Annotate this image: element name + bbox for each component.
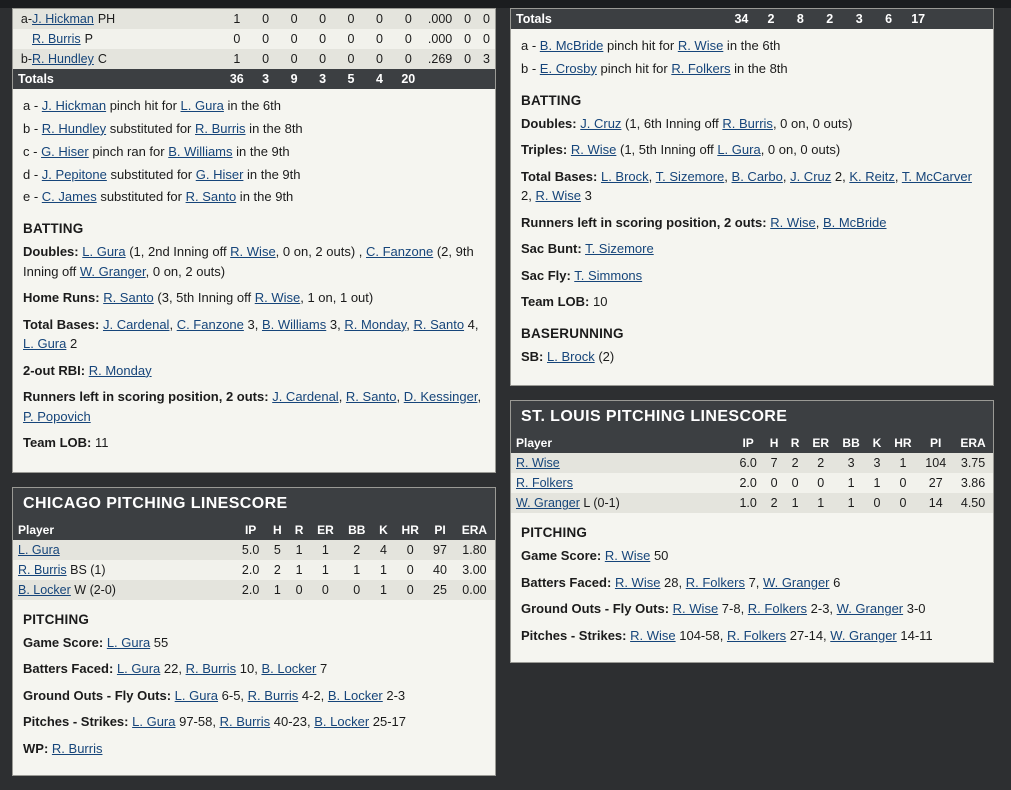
col-r: R: [288, 520, 310, 540]
player-link[interactable]: J. Hickman: [32, 12, 94, 26]
pitching-batters-faced-value: R. Wise 28, R. Folkers 7, W. Granger 6: [614, 574, 841, 590]
hr-cell: 0: [888, 493, 919, 513]
era-cell: 4.50: [953, 493, 993, 513]
bb-cell: 1: [341, 560, 373, 580]
r-cell: 0: [785, 473, 806, 493]
h-cell: 7: [764, 453, 785, 473]
batting-sac-fly-label: Sac Fly:: [521, 267, 571, 283]
note-a: a - J. Hickman pinch hit for L. Gura in the 6th: [23, 98, 281, 113]
table-row[interactable]: [13, 49, 495, 69]
player-cell: [511, 493, 733, 513]
batting-total-bases: [23, 315, 485, 354]
pitching-game-score: [23, 633, 485, 653]
h-cell: 1: [267, 580, 289, 600]
note-b: b - E. Crosby pinch hit for R. Folkers in the 8th: [521, 60, 788, 76]
totals-h: 9: [280, 69, 308, 89]
totals-pad2: [457, 69, 478, 89]
chicago-batting-body: [13, 9, 495, 89]
totals-rbi: 3: [308, 69, 336, 89]
batting-triples: [521, 140, 983, 160]
ip-cell: 6.0: [733, 453, 764, 473]
player-cell: [13, 560, 235, 580]
col-er: ER: [310, 520, 341, 540]
batting-risp-2outs: [23, 387, 485, 426]
col-bb: BB: [341, 520, 373, 540]
totals-pad1: [933, 9, 962, 29]
totals-r: 3: [251, 69, 279, 89]
totals-k: 4: [365, 69, 393, 89]
batting-risp-2outs-value: J. Cardenal, R. Santo, D. Kessinger, P. Popovich: [23, 389, 482, 424]
batting-doubles-value: L. Gura (1, 2nd Inning off R. Wise, 0 on, 2 outs) , C. Fanzone (2, 9th Inning off W. Granger, 0 on, 2 outs): [23, 244, 474, 279]
row-tag: a-: [20, 12, 32, 26]
avg-cell: .000: [423, 29, 457, 49]
table-row[interactable]: [13, 560, 495, 580]
er-cell: 0: [806, 473, 836, 493]
h-cell: 2: [267, 560, 289, 580]
table-header-row: [13, 520, 495, 540]
chicago-pitching-panel: [12, 487, 496, 777]
pitching-pitches-strikes: [521, 626, 983, 646]
batting-doubles: [521, 114, 983, 134]
pi-cell: 27: [918, 473, 953, 493]
pitching-batters-faced-label: Batters Faced:: [521, 574, 612, 590]
batting-risp-2outs-label: Runners left in scoring position, 2 outs:: [23, 389, 269, 405]
chicago-pitching-body: [13, 540, 495, 600]
player-link[interactable]: W. Granger: [516, 496, 580, 511]
pi-cell: 97: [426, 540, 454, 560]
player-link[interactable]: R. Wise: [516, 456, 560, 471]
h-cell: 0: [280, 29, 308, 49]
note-c: c - G. Hiser pinch ran for B. Williams in the 9th: [23, 143, 290, 159]
pitching-section-title: PITCHING: [521, 525, 588, 541]
hr-cell: 1: [888, 453, 919, 473]
row-tag: b-: [20, 52, 32, 66]
baserunning-sb: [521, 347, 983, 367]
player-cell: [13, 9, 222, 29]
rbi-cell: 0: [308, 29, 336, 49]
col-era: ERA: [454, 520, 495, 540]
ip-cell: 1.0: [733, 493, 764, 513]
pitching-batters-faced-label: Batters Faced:: [23, 661, 114, 677]
table-row[interactable]: [511, 473, 993, 493]
batting-home-runs: [23, 288, 485, 308]
note-a: a - B. McBride pinch hit for R. Wise in the 6th: [521, 38, 781, 53]
baserunning-sb-label: SB:: [521, 348, 544, 364]
rbi-cell: 0: [308, 49, 336, 69]
batting-triples-label: Triples:: [521, 142, 568, 158]
avg-cell: .269: [423, 49, 457, 69]
batting-home-runs-label: Home Runs:: [23, 290, 100, 306]
batting-team-lob-label: Team LOB:: [23, 435, 92, 451]
h-cell: 2: [764, 493, 785, 513]
player-link[interactable]: R. Burris: [32, 32, 81, 46]
player-link[interactable]: R. Folkers: [516, 476, 573, 491]
k-cell: 4: [373, 540, 395, 560]
er-cell: 0: [310, 580, 341, 600]
pitching-section-title: PITCHING: [23, 611, 90, 627]
totals-pad3: [478, 69, 495, 89]
totals-ab: 36: [222, 69, 251, 89]
batting-total-bases-value: L. Brock, T. Sizemore, B. Carbo, J. Cruz 2, K. Reitz, T. McCarver 2, R. Wise 3: [521, 168, 972, 204]
h-cell: 0: [764, 473, 785, 493]
chicago-batting-panel: [12, 8, 496, 473]
ip-cell: 2.0: [733, 473, 764, 493]
ab-cell: 1: [222, 49, 251, 69]
era-cell: 1.80: [454, 540, 495, 560]
batting-team-lob: [23, 433, 485, 453]
pitching-ground-fly-value: L. Gura 6-5, R. Burris 4-2, B. Locker 2-3: [174, 687, 406, 703]
pitching-wp-label: WP:: [23, 740, 49, 756]
chicago-pitching-head: [13, 520, 495, 540]
bb-cell: 0: [341, 580, 373, 600]
ip-cell: 2.0: [235, 560, 267, 580]
r-cell: 1: [288, 560, 310, 580]
ip-cell: 5.0: [235, 540, 267, 560]
table-row[interactable]: [13, 29, 495, 49]
pitching-game-score-value: R. Wise 50: [604, 548, 669, 564]
right-column: [510, 8, 994, 677]
pitching-batters-faced: [521, 573, 983, 593]
batting-doubles-value: J. Cruz (1, 6th Inning off R. Burris, 0 on, 0 outs): [580, 115, 853, 131]
stlouis-pitching-title: ST. LOUIS PITCHING LINESCORE: [511, 401, 993, 433]
bb-cell: 1: [836, 473, 867, 493]
lob-cell: 0: [394, 29, 423, 49]
r-cell: 0: [251, 9, 279, 29]
bb-cell: 2: [341, 540, 373, 560]
batting-risp-2outs-value: R. Wise, B. McBride: [770, 214, 887, 230]
col-ip: IP: [235, 520, 267, 540]
er-cell: 1: [310, 560, 341, 580]
r-cell: 1: [785, 493, 806, 513]
pitching-ground-fly-label: Ground Outs - Fly Outs:: [23, 687, 172, 703]
k-cell: 1: [867, 473, 888, 493]
totals-pad1: [423, 69, 457, 89]
batting-section-title: BATTING: [521, 92, 582, 108]
extra2-cell: 0: [478, 29, 495, 49]
r-cell: 0: [288, 580, 310, 600]
table-row[interactable]: [13, 9, 495, 29]
table-row[interactable]: [13, 580, 495, 600]
table-row[interactable]: [13, 540, 495, 560]
k-cell: 0: [365, 49, 393, 69]
decision: BS (1): [70, 562, 106, 577]
pi-cell: 25: [426, 580, 454, 600]
stlouis-batting-panel: [510, 8, 994, 386]
batting-two-out-rbi: [23, 361, 485, 381]
top-bar: [0, 0, 1011, 8]
player-position: P: [84, 32, 93, 46]
col-pi: PI: [918, 433, 953, 453]
stlouis-pitching-panel: [510, 400, 994, 663]
k-cell: 0: [365, 9, 393, 29]
col-ip: IP: [733, 433, 764, 453]
col-er: ER: [806, 433, 836, 453]
batting-section-title: BATTING: [23, 221, 84, 237]
batting-risp-2outs-label: Runners left in scoring position, 2 outs:: [521, 214, 767, 230]
totals-rbi: 2: [815, 9, 844, 29]
pitching-game-score-value: L. Gura 55: [106, 634, 169, 650]
stlouis-pitching-notes: [511, 513, 993, 662]
pi-cell: 104: [918, 453, 953, 473]
left-column: [12, 8, 496, 790]
era-cell: 3.75: [953, 453, 993, 473]
batting-team-lob: [521, 292, 983, 312]
note-b: b - R. Hundley substituted for R. Burris in the 8th: [23, 120, 303, 136]
table-row[interactable]: [511, 453, 993, 473]
totals-row: [511, 9, 993, 29]
h-cell: 0: [280, 49, 308, 69]
pi-cell: 40: [426, 560, 454, 580]
h-cell: 5: [267, 540, 289, 560]
batting-sac-fly: [521, 266, 983, 286]
totals-row: [13, 69, 495, 89]
batting-two-out-rbi-value: R. Monday: [88, 362, 152, 378]
pitching-game-score: [521, 546, 983, 566]
hr-cell: 0: [394, 560, 426, 580]
pitching-wp-value: R. Burris: [51, 740, 103, 756]
pitching-batters-faced-value: L. Gura 22, R. Burris 10, B. Locker 7: [116, 661, 328, 677]
er-cell: 1: [806, 493, 836, 513]
bb-cell: 0: [337, 29, 365, 49]
col-h: H: [267, 520, 289, 540]
pi-cell: 14: [918, 493, 953, 513]
bb-cell: 1: [836, 493, 867, 513]
totals-pad2: [962, 9, 983, 29]
pitching-ground-fly-value: R. Wise 7-8, R. Folkers 2-3, W. Granger 3-0: [672, 601, 926, 617]
player-cell: [13, 540, 235, 560]
col-hr: HR: [394, 520, 426, 540]
chicago-pitching-title: CHICAGO PITCHING LINESCORE: [13, 488, 495, 520]
extra2-cell: 3: [478, 49, 495, 69]
player-cell: [13, 580, 235, 600]
player-cell: [511, 453, 733, 473]
player-position: C: [97, 52, 107, 66]
stlouis-pitching-table: [511, 433, 993, 513]
hr-cell: 0: [394, 580, 426, 600]
batting-team-lob-value: 10: [593, 294, 608, 310]
batting-doubles: [23, 242, 485, 281]
totals-bb: 5: [337, 69, 365, 89]
rbi-cell: 0: [308, 9, 336, 29]
batting-sac-bunt: [521, 239, 983, 259]
pitching-pitches-strikes: [23, 712, 485, 732]
extra1-cell: 0: [457, 29, 478, 49]
avg-cell: .000: [423, 9, 457, 29]
pitching-wp: [23, 739, 485, 759]
extra1-cell: 0: [457, 49, 478, 69]
batting-home-runs-value: R. Santo (3, 5th Inning off R. Wise, 1 on, 1 out): [103, 290, 374, 306]
player-link[interactable]: R. Burris: [18, 562, 67, 577]
col-era: ERA: [953, 433, 993, 453]
pitching-pitches-strikes-label: Pitches - Strikes:: [23, 714, 129, 730]
pitching-pitches-strikes-value: L. Gura 97-58, R. Burris 40-23, B. Locker 25-17: [132, 714, 407, 730]
batting-team-lob-label: Team LOB:: [521, 294, 590, 310]
batting-sac-fly-value: T. Simmons: [574, 267, 643, 283]
bb-cell: 0: [337, 9, 365, 29]
r-cell: 0: [251, 49, 279, 69]
totals-k: 6: [874, 9, 903, 29]
baserunning-section-title: BASERUNNING: [521, 325, 624, 341]
batting-total-bases-label: Total Bases:: [23, 316, 100, 332]
totals-lob: 20: [394, 69, 423, 89]
player-cell: [13, 49, 222, 69]
pitching-ground-fly: [23, 686, 485, 706]
pitching-game-score-label: Game Score:: [521, 548, 602, 564]
batting-team-lob-value: 11: [95, 435, 109, 451]
stlouis-pitching-body: [511, 453, 993, 513]
player-position: PH: [97, 12, 116, 26]
era-cell: 3.00: [454, 560, 495, 580]
hr-cell: 0: [888, 473, 919, 493]
extra2-cell: 0: [478, 9, 495, 29]
note-e: e - C. James substituted for R. Santo in the 9th: [23, 189, 294, 205]
pitching-ground-fly-label: Ground Outs - Fly Outs:: [521, 601, 670, 617]
stlouis-batting-body: [511, 9, 993, 29]
col-player: Player: [13, 520, 235, 540]
ab-cell: 1: [222, 9, 251, 29]
player-link[interactable]: L. Gura: [18, 542, 60, 557]
r-cell: 1: [288, 540, 310, 560]
chicago-pitching-table: [13, 520, 495, 600]
player-link[interactable]: R. Hundley: [32, 52, 94, 66]
batting-doubles-label: Doubles:: [521, 115, 577, 131]
batting-sac-bunt-value: T. Sizemore: [585, 241, 654, 257]
batting-doubles-label: Doubles:: [23, 244, 79, 260]
h-cell: 0: [280, 9, 308, 29]
note-d: d - J. Pepitone substituted for G. Hiser in the 9th: [23, 166, 301, 182]
lob-cell: 0: [394, 49, 423, 69]
col-r: R: [785, 433, 806, 453]
batting-total-bases: [521, 167, 983, 206]
chicago-pitching-notes: [13, 600, 495, 776]
decision: W (2-0): [74, 582, 116, 597]
chicago-substitution-notes: [13, 89, 495, 472]
col-player: Player: [511, 433, 733, 453]
totals-r: 2: [756, 9, 785, 29]
col-hr: HR: [888, 433, 919, 453]
pitching-ground-fly: [521, 599, 983, 619]
col-pi: PI: [426, 520, 454, 540]
k-cell: 0: [867, 493, 888, 513]
er-cell: 2: [806, 453, 836, 473]
batting-total-bases-label: Total Bases:: [521, 168, 598, 184]
pitching-game-score-label: Game Score:: [23, 634, 104, 650]
chicago-batting-table: [13, 9, 495, 89]
col-h: H: [764, 433, 785, 453]
er-cell: 1: [310, 540, 341, 560]
bb-cell: 3: [836, 453, 867, 473]
batting-two-out-rbi-label: 2-out RBI:: [23, 362, 86, 378]
pitching-pitches-strikes-label: Pitches - Strikes:: [521, 627, 627, 643]
totals-label: Totals: [511, 9, 727, 29]
batting-total-bases-value: J. Cardenal, C. Fanzone 3, B. Williams 3, R. Monday, R. Santo 4, L. Gura 2: [23, 316, 479, 352]
k-cell: 0: [365, 29, 393, 49]
r-cell: 2: [785, 453, 806, 473]
totals-ab: 34: [727, 9, 757, 29]
pitching-batters-faced: [23, 659, 485, 679]
col-k: K: [373, 520, 395, 540]
player-cell: [13, 29, 222, 49]
totals-label: Totals: [13, 69, 222, 89]
totals-h: 8: [786, 9, 815, 29]
stlouis-pitching-head: [511, 433, 993, 453]
table-header-row: [511, 433, 993, 453]
totals-pad3: [983, 9, 993, 29]
batting-sac-bunt-label: Sac Bunt:: [521, 241, 582, 257]
pitching-pitches-strikes-value: R. Wise 104-58, R. Folkers 27-14, W. Granger 14-11: [630, 627, 933, 643]
era-cell: 0.00: [454, 580, 495, 600]
col-k: K: [867, 433, 888, 453]
r-cell: 0: [251, 29, 279, 49]
player-link[interactable]: B. Locker: [18, 582, 71, 597]
hr-cell: 0: [394, 540, 426, 560]
batting-risp-2outs: [521, 213, 983, 233]
two-column-layout: [0, 8, 1011, 790]
table-row[interactable]: [511, 493, 993, 513]
col-bb: BB: [836, 433, 867, 453]
player-cell: [511, 473, 733, 493]
totals-lob: 17: [903, 9, 933, 29]
lob-cell: 0: [394, 9, 423, 29]
totals-bb: 3: [844, 9, 873, 29]
baserunning-sb-value: L. Brock (2): [547, 348, 615, 364]
stlouis-substitution-notes: [511, 29, 993, 385]
ab-cell: 0: [222, 29, 251, 49]
k-cell: 3: [867, 453, 888, 473]
stlouis-batting-table: [511, 9, 993, 29]
bb-cell: 0: [337, 49, 365, 69]
extra1-cell: 0: [457, 9, 478, 29]
k-cell: 1: [373, 560, 395, 580]
era-cell: 3.86: [953, 473, 993, 493]
decision: L (0-1): [583, 496, 620, 511]
ip-cell: 2.0: [235, 580, 267, 600]
batting-triples-value: R. Wise (1, 5th Inning off L. Gura, 0 on, 0 outs): [570, 142, 841, 158]
k-cell: 1: [373, 580, 395, 600]
